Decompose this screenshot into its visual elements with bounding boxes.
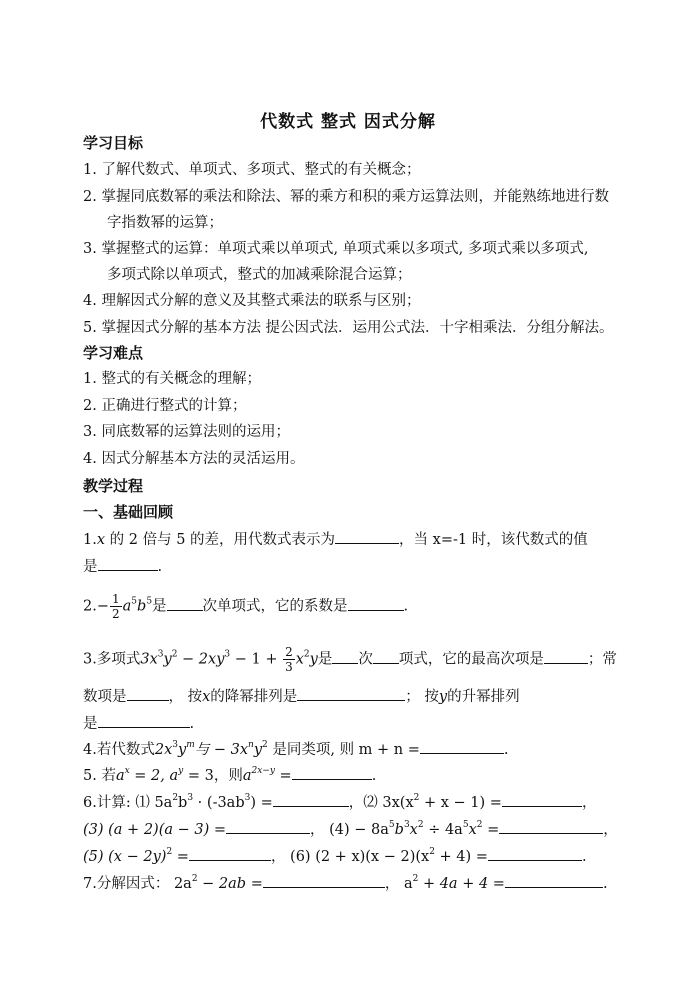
answer-blank[interactable] bbox=[189, 846, 271, 861]
question-6-line1: 6.计算: ⑴ $5a^2b^3 \cdot (-3ab^3)$ = ，⑵ $3x(x^2 + x - 1)$ = ， bbox=[83, 793, 597, 811]
question-1-line1: 1.x 的 2 倍与 5 的差，用代数式表示为 ，当 x=-1 时，该代数式的值 bbox=[83, 529, 588, 550]
goal-item: 3. 掌握整式的运算：单项式乘以单项式, 单项式乘以多项式, 多项式乘以多项式, bbox=[83, 241, 589, 257]
goal-item: 4. 理解因式分解的意义及其整式乘法的联系与区别； bbox=[83, 293, 421, 309]
question-3-line1: 3.多项式$3x^3y^2 - 2xy^3 - 1$ + $\frac{2}{3}$ $x^2y$是 次 项式，它的最高次项是 ；常 bbox=[83, 645, 617, 674]
answer-blank[interactable] bbox=[488, 846, 582, 861]
goals-heading: 学习目标 bbox=[83, 134, 144, 152]
answer-blank[interactable] bbox=[505, 873, 603, 888]
difficulty-item: 1. 整式的有关概念的理解； bbox=[83, 371, 261, 387]
answer-blank[interactable] bbox=[335, 529, 399, 544]
answer-blank[interactable] bbox=[332, 649, 358, 664]
answer-blank[interactable] bbox=[420, 739, 504, 754]
question-4: 4.若代数式$2x^3y^m$与 − $3x^ny^2$ 是同类项, 则 m + n = . bbox=[83, 740, 509, 758]
answer-blank[interactable] bbox=[297, 686, 405, 701]
difficulty-heading: 学习难点 bbox=[83, 344, 144, 362]
page-title: 代数式 整式 因式分解 bbox=[260, 112, 436, 132]
question-3-line3: 是 . bbox=[83, 713, 194, 734]
answer-blank[interactable] bbox=[292, 765, 372, 780]
answer-blank[interactable] bbox=[502, 792, 582, 807]
question-5: 5. 若$a^x = 2$, $a^y = 3$，则$a^{2x-y}$ = . bbox=[83, 766, 377, 784]
answer-blank[interactable] bbox=[98, 556, 158, 571]
difficulty-item: 4. 因式分解基本方法的灵活运用。 bbox=[83, 451, 305, 467]
answer-blank[interactable] bbox=[544, 649, 588, 664]
answer-blank[interactable] bbox=[499, 819, 603, 834]
goal-item-cont: 字指数幂的运算； bbox=[107, 215, 223, 231]
answer-blank[interactable] bbox=[263, 873, 385, 888]
question-7: 7.分解因式： $2a^2 - 2ab$ = ， $a^2 + 4a + 4$ = . bbox=[83, 874, 608, 892]
answer-blank[interactable] bbox=[373, 649, 399, 664]
answer-blank[interactable] bbox=[273, 792, 349, 807]
answer-blank[interactable] bbox=[127, 686, 169, 701]
difficulty-item: 2. 正确进行整式的计算； bbox=[83, 398, 247, 414]
review-heading: 一、基础回顾 bbox=[83, 503, 174, 521]
goal-item: 1. 了解代数式、单项式、多项式、整式的有关概念； bbox=[83, 162, 421, 178]
answer-blank[interactable] bbox=[348, 596, 404, 611]
question-2: 2.− $\frac{1}{2}$ $a^5b^5$是 次单项式，它的系数是 . bbox=[83, 592, 409, 621]
answer-blank[interactable] bbox=[167, 596, 203, 611]
difficulty-item: 3. 同底数幂的运算法则的运用； bbox=[83, 424, 290, 440]
question-6-line3: (5) $(x - 2y)^2$ = ， (6) $(2 + x)(x - 2)(x^2 + 4)$ = . bbox=[83, 847, 587, 865]
question-3-line2: 数项是 ， 按x的降幂排列是 ； 按y的升幂排列 bbox=[83, 686, 520, 707]
process-heading: 教学过程 bbox=[83, 477, 144, 495]
question-1-line2: 是 . bbox=[83, 556, 162, 577]
goal-item-cont: 多项式除以单项式，整式的加减乘除混合运算； bbox=[107, 267, 412, 283]
question-6-line2: (3) (a + 2)(a − 3) = ， $(4) - 8a^5b^3x^2 \div 4a^5x^2$ = ， bbox=[83, 820, 618, 838]
answer-blank[interactable] bbox=[226, 819, 310, 834]
goal-item: 2. 掌握同底数幂的乘法和除法、幂的乘方和积的乘方运算法则，并能熟练地进行数 bbox=[83, 189, 609, 205]
answer-blank[interactable] bbox=[98, 713, 190, 728]
goal-item: 5. 掌握因式分解的基本方法 提公因式法．运用公式法．十字相乘法．分组分解法。 bbox=[83, 320, 614, 336]
